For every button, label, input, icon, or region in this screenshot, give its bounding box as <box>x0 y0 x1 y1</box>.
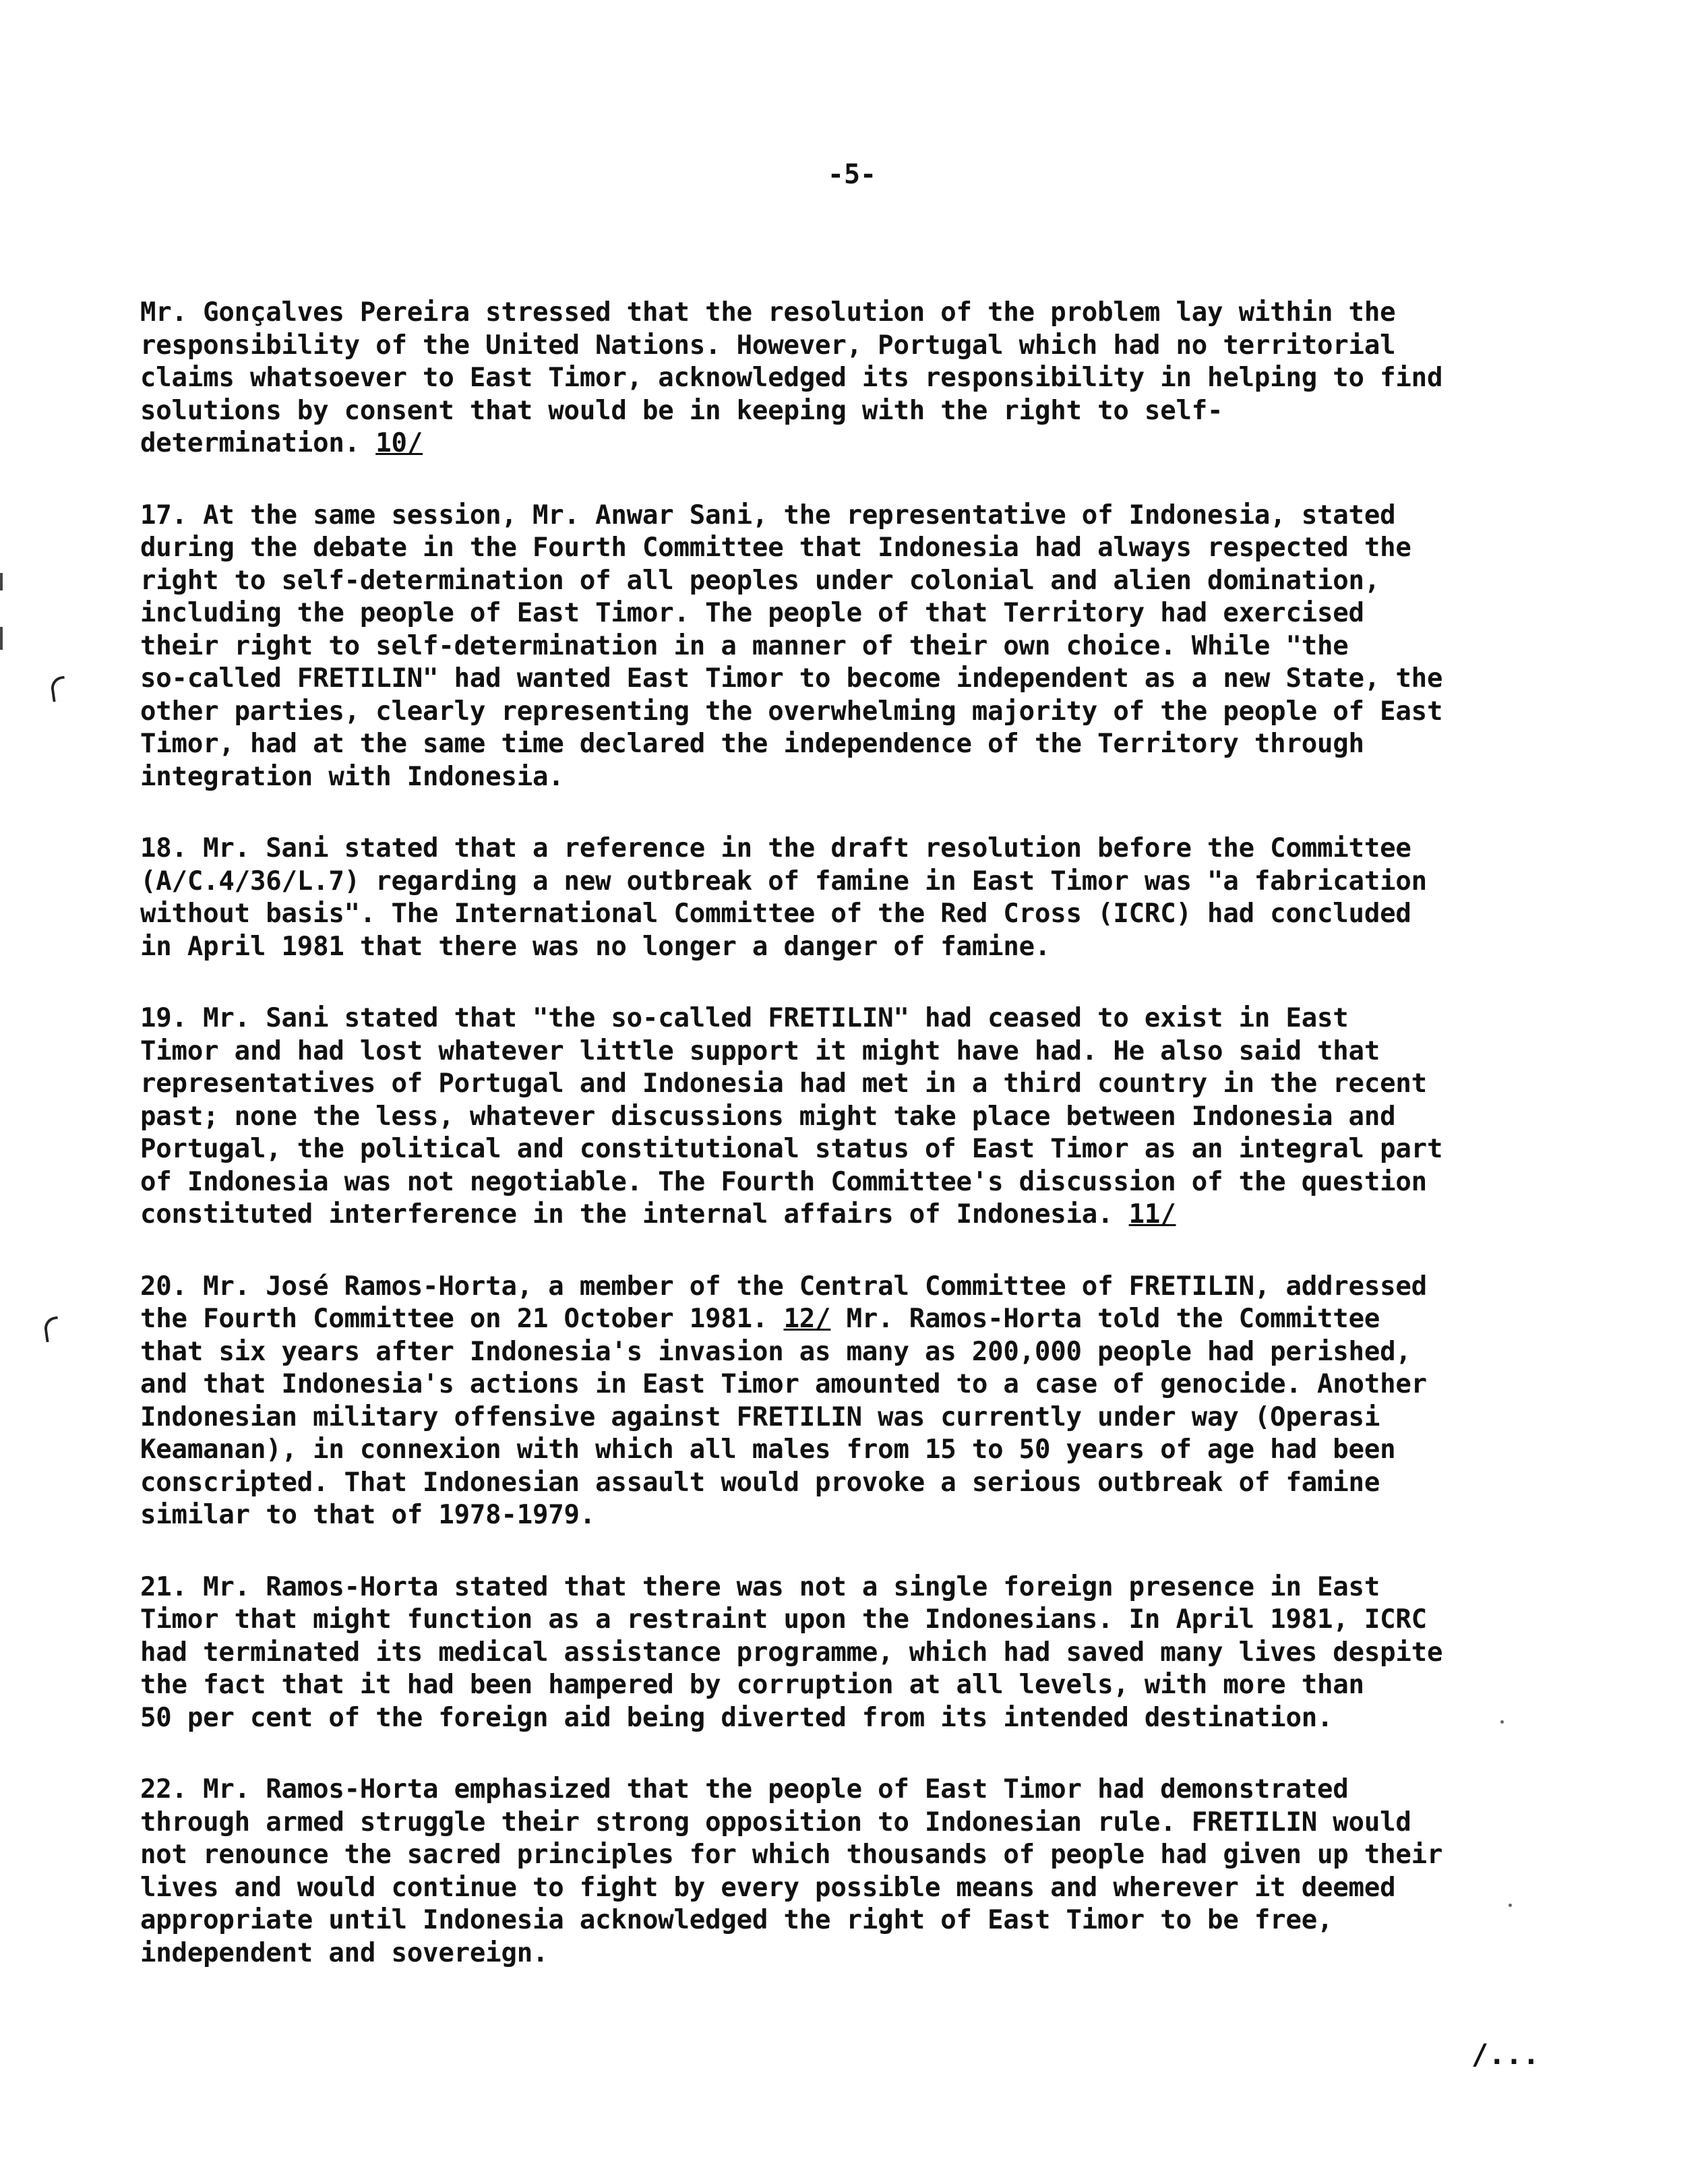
text-line: independent and sovereign. <box>140 1937 549 1968</box>
footnote-reference: 11/ <box>1128 1199 1176 1230</box>
paragraph-18 <box>140 832 1569 963</box>
text-line: 22. Mr. Ramos-Horta emphasized that the people of East Timor had demonstrated <box>140 1774 1349 1804</box>
text-line: Timor that might function as a restraint upon the Indonesians. In April 1981, ICRC <box>140 1604 1427 1635</box>
text-line: without basis". The International Committee of the Red Cross (ICRC) had concluded <box>140 899 1411 929</box>
text-line: not renounce the sacred principles for which thousands of people had given up their <box>140 1840 1443 1870</box>
text-line: claims whatsoever to East Timor, acknowledged its responsibility in helping to find <box>140 363 1443 393</box>
text-line: including the people of East Timor. The people of that Territory had exercised <box>140 598 1364 628</box>
text-line: Indonesian military offensive against FRETILIN was currently under way (Operasi <box>140 1401 1380 1432</box>
text-line: Keamanan), in connexion with which all males from 15 to 50 years of age had been <box>140 1434 1396 1465</box>
text-line <box>140 1199 1569 1232</box>
paragraph-21 <box>140 1571 1569 1735</box>
text-line: Portugal, the political and constitutional status of East Timor as an integral part <box>140 1134 1443 1164</box>
text-line: that six years after Indonesia's invasion as many as 200,000 people had perished, <box>140 1336 1411 1367</box>
text-line: other parties, clearly representing the overwhelming majority of the people of East <box>140 696 1443 727</box>
text-fragment: constituted interference in the internal affairs of Indonesia. <box>140 1199 1129 1230</box>
text-line <box>140 1303 1569 1336</box>
text-line: responsibility of the United Nations. However, Portugal which had no territorial <box>140 330 1396 361</box>
text-line: 20. Mr. José Ramos-Horta, a member of the Central Committee of FRETILIN, addressed <box>140 1271 1427 1302</box>
text-line: conscripted. That Indonesian assault would provoke a serious outbreak of famine <box>140 1467 1380 1498</box>
footnote-reference: 10/ <box>375 428 423 458</box>
continuation-marker: /... <box>1471 2038 1540 2071</box>
text-line: through armed struggle their strong opposition to Indonesian rule. FRETILIN would <box>140 1807 1411 1838</box>
text-fragment: the Fourth Committee on 21 October 1981. <box>140 1304 784 1334</box>
scan-edge-mark <box>0 627 3 650</box>
text-line: past; none the less, whatever discussions might take place between Indonesia and <box>140 1101 1396 1132</box>
document-body <box>140 297 1569 2009</box>
paragraph-pereira-statement <box>140 297 1569 460</box>
text-line: of Indonesia was not negotiable. The Fourth Committee's discussion of the question <box>140 1166 1427 1197</box>
page-number: -5- <box>827 159 877 190</box>
text-line: integration with Indonesia. <box>140 761 564 792</box>
scan-edge-mark <box>0 573 3 590</box>
paragraph-20 <box>140 1271 1569 1532</box>
paragraph-22 <box>140 1773 1569 1970</box>
text-line: 17. At the same session, Mr. Anwar Sani, the representative of Indonesia, stated <box>140 499 1396 530</box>
text-line: and that Indonesia's actions in East Timor amounted to a case of genocide. Another <box>140 1369 1427 1399</box>
margin-annotation-mark <box>43 1316 61 1343</box>
text-fragment: determination. <box>140 428 376 458</box>
text-line: Mr. Gonçalves Pereira stressed that the resolution of the problem lay within the <box>140 297 1396 328</box>
text-line: their right to self-determination in a manner of their own choice. While "the <box>140 630 1349 661</box>
text-line: 18. Mr. Sani stated that a reference in the draft resolution before the Committee <box>140 833 1411 863</box>
text-line: 21. Mr. Ramos-Horta stated that there was not a single foreign presence in East <box>140 1571 1380 1602</box>
paragraph-17 <box>140 499 1569 794</box>
text-line: similar to that of 1978-1979. <box>140 1500 596 1530</box>
text-line: (A/C.4/36/L.7) regarding a new outbreak of famine in East Timor was "a fabrication <box>140 866 1427 897</box>
text-line <box>140 427 1569 460</box>
text-line: Timor, had at the same time declared the independence of the Territory through <box>140 729 1364 759</box>
footnote-reference: 12/ <box>783 1304 831 1334</box>
text-line: Timor and had lost whatever little support it might have had. He also said that <box>140 1035 1380 1066</box>
text-line: right to self-determination of all peoples under colonial and alien domination, <box>140 565 1380 596</box>
text-line: 19. Mr. Sani stated that "the so-called FRETILIN" had ceased to exist in East <box>140 1003 1349 1033</box>
text-line: the fact that it had been hampered by corruption at all levels, with more than <box>140 1670 1364 1700</box>
text-line: during the debate in the Fourth Committee that Indonesia had always respected the <box>140 533 1411 563</box>
text-line: had terminated its medical assistance programme, which had saved many lives despite <box>140 1637 1443 1668</box>
text-line: in April 1981 that there was no longer a danger of famine. <box>140 931 1051 962</box>
text-fragment: Mr. Ramos-Horta told the Committee <box>830 1304 1380 1334</box>
text-line: representatives of Portugal and Indonesia had met in a third country in the recent <box>140 1068 1427 1099</box>
text-line: solutions by consent that would be in keeping with the right to self- <box>140 395 1223 426</box>
text-line: 50 per cent of the foreign aid being diverted from its intended destination. <box>140 1702 1333 1733</box>
text-line: so-called FRETILIN" had wanted East Timor to become independent as a new State, the <box>140 663 1443 694</box>
margin-annotation-mark <box>50 676 68 702</box>
text-line: appropriate until Indonesia acknowledged the right of East Timor to be free, <box>140 1905 1333 1935</box>
paragraph-19 <box>140 1002 1569 1232</box>
text-line: lives and would continue to fight by every possible means and wherever it deemed <box>140 1872 1396 1903</box>
